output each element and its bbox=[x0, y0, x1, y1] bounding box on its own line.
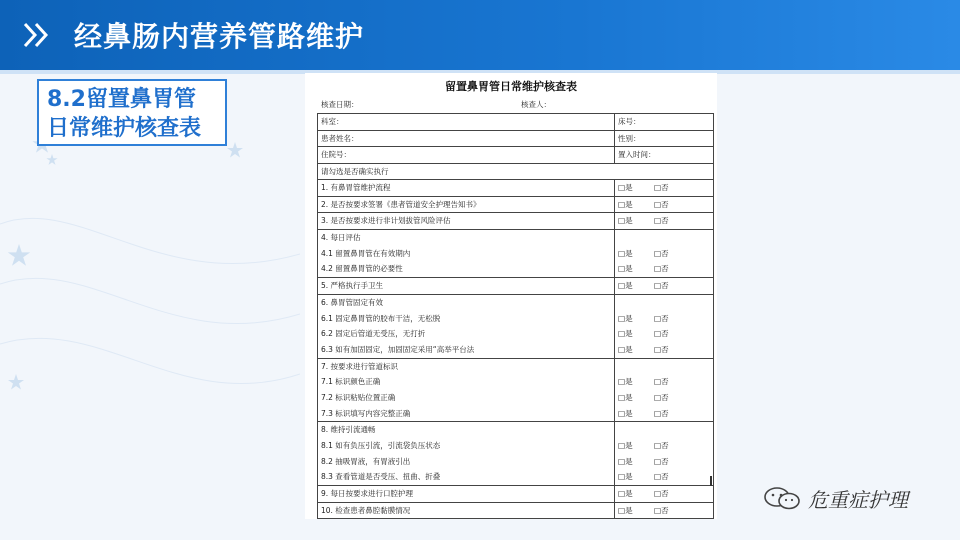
section-heading-box bbox=[37, 79, 227, 146]
no-checkbox[interactable]: □否 bbox=[654, 264, 669, 274]
item-text: 7.3 标识填写内容完整正确 bbox=[321, 408, 411, 418]
option-cell bbox=[615, 196, 714, 213]
item-cell bbox=[318, 180, 615, 197]
option-line bbox=[618, 278, 710, 294]
checklist-row bbox=[318, 180, 714, 197]
item-cell bbox=[318, 196, 615, 213]
no-checkbox[interactable]: □否 bbox=[654, 489, 669, 499]
item-text: 3. 是否按要求进行非计划拔管风险评估 bbox=[321, 216, 451, 226]
no-checkbox[interactable]: □否 bbox=[654, 313, 669, 323]
instruction-cell: 请勾选是否确实执行 bbox=[318, 163, 714, 180]
info-left-cell: 患者姓名： bbox=[318, 130, 615, 147]
item-text: 6.1 固定鼻胃管的胶布干洁，无松脱 bbox=[321, 313, 441, 323]
no-checkbox[interactable]: □否 bbox=[654, 248, 669, 258]
option-cell bbox=[615, 358, 714, 422]
item-text: 8.2 抽吸胃液，有胃液引出 bbox=[321, 456, 411, 466]
option-line bbox=[618, 246, 710, 262]
option-line bbox=[618, 230, 710, 246]
item-cell bbox=[318, 502, 615, 519]
section-heading-line1: 8.2留置鼻胃管 bbox=[47, 87, 196, 112]
item-text: 4.2 留置鼻胃管的必要性 bbox=[321, 264, 403, 274]
info-row bbox=[318, 114, 714, 131]
option-cell bbox=[615, 230, 714, 278]
divider-mark bbox=[710, 476, 712, 486]
option-line bbox=[618, 390, 710, 406]
option-cell bbox=[615, 422, 714, 486]
info-row bbox=[318, 147, 714, 164]
info-right-cell: 置入时间： bbox=[615, 147, 714, 164]
option-line bbox=[618, 469, 710, 485]
option-line bbox=[618, 261, 710, 277]
title-bar bbox=[0, 0, 960, 74]
option-line bbox=[618, 311, 710, 327]
item-text: 5. 严格执行手卫生 bbox=[321, 281, 384, 291]
yes-checkbox[interactable]: □是 bbox=[618, 472, 633, 482]
yes-checkbox[interactable]: □是 bbox=[618, 408, 633, 418]
checklist-row bbox=[318, 294, 714, 358]
item-cell bbox=[318, 486, 615, 503]
item-text: 1. 有鼻胃管维护流程 bbox=[321, 183, 391, 192]
item-text: 4.1 留置鼻胃管在有效期内 bbox=[321, 248, 411, 258]
item-text: 6. 鼻胃管固定有效 bbox=[321, 297, 384, 307]
yes-checkbox[interactable]: □是 bbox=[618, 377, 633, 387]
option-line bbox=[618, 422, 710, 438]
option-line bbox=[618, 374, 710, 390]
option-line bbox=[618, 180, 710, 196]
item-cell bbox=[318, 422, 615, 486]
double-chevron-icon bbox=[22, 21, 52, 49]
checklist-document bbox=[305, 73, 717, 519]
option-line bbox=[618, 486, 710, 502]
yes-checkbox[interactable]: □是 bbox=[618, 489, 633, 499]
item-text: 8.3 查看管道是否受压、扭曲、折叠 bbox=[321, 472, 441, 482]
document-title: 留置鼻胃管日常维护核查表 bbox=[445, 80, 577, 93]
item-text: 6.2 固定后管道无受压，无打折 bbox=[321, 329, 426, 339]
no-checkbox[interactable]: □否 bbox=[654, 281, 669, 291]
checklist-row bbox=[318, 213, 714, 230]
item-text: 7.1 标识颜色正确 bbox=[321, 377, 381, 387]
item-cell bbox=[318, 278, 615, 295]
no-checkbox[interactable]: □否 bbox=[654, 183, 669, 192]
item-text: 7. 按要求进行管道标识 bbox=[321, 361, 399, 371]
option-cell bbox=[615, 502, 714, 519]
no-checkbox[interactable]: □否 bbox=[654, 441, 669, 450]
yes-checkbox[interactable]: □是 bbox=[618, 199, 633, 209]
option-line bbox=[618, 438, 710, 454]
item-text: 8. 维持引流通畅 bbox=[321, 425, 376, 435]
option-line bbox=[618, 326, 710, 342]
checker-label: 核查人： bbox=[521, 100, 551, 109]
checklist-row bbox=[318, 278, 714, 295]
item-text: 9. 每日按要求进行口腔护理 bbox=[321, 489, 414, 499]
yes-checkbox[interactable]: □是 bbox=[618, 344, 633, 354]
checklist-row bbox=[318, 422, 714, 486]
instruction-row bbox=[318, 163, 714, 180]
yes-checkbox[interactable]: □是 bbox=[618, 329, 633, 339]
no-checkbox[interactable]: □否 bbox=[654, 344, 669, 354]
no-checkbox[interactable]: □否 bbox=[654, 472, 669, 482]
option-cell bbox=[615, 486, 714, 503]
item-text: 6.3 如有加固固定，加固固定采用“高举平台法 bbox=[321, 344, 475, 354]
yes-checkbox[interactable]: □是 bbox=[618, 264, 633, 274]
option-line bbox=[618, 406, 710, 422]
no-checkbox[interactable]: □否 bbox=[654, 329, 669, 339]
watermark-text: 危重症护理 bbox=[808, 488, 908, 512]
info-row bbox=[318, 130, 714, 147]
item-text: 2. 是否按要求签署《患者管道安全护理告知书》 bbox=[321, 199, 481, 209]
option-line bbox=[618, 503, 710, 519]
no-checkbox[interactable]: □否 bbox=[654, 216, 669, 226]
option-line bbox=[618, 454, 710, 470]
item-text: 10. 检查患者鼻腔黏膜情况 bbox=[321, 505, 411, 515]
no-checkbox[interactable]: □否 bbox=[654, 199, 669, 209]
yes-checkbox[interactable]: □是 bbox=[618, 248, 633, 258]
checklist-row bbox=[318, 196, 714, 213]
item-text: 8.1 如有负压引流，引流袋负压状态 bbox=[321, 441, 441, 450]
no-checkbox[interactable]: □否 bbox=[654, 377, 669, 387]
no-checkbox[interactable]: □否 bbox=[654, 505, 669, 515]
yes-checkbox[interactable]: □是 bbox=[618, 456, 633, 466]
option-line bbox=[618, 197, 710, 213]
no-checkbox[interactable]: □否 bbox=[654, 456, 669, 466]
checklist-row bbox=[318, 502, 714, 519]
no-checkbox[interactable]: □否 bbox=[654, 408, 669, 418]
option-cell bbox=[615, 180, 714, 197]
info-right-cell: 床号： bbox=[615, 114, 714, 131]
item-cell bbox=[318, 230, 615, 278]
yes-checkbox[interactable]: □是 bbox=[618, 281, 633, 291]
page-title: 经鼻肠内营养管路维护 bbox=[74, 20, 365, 53]
yes-checkbox[interactable]: □是 bbox=[618, 216, 633, 226]
option-cell bbox=[615, 294, 714, 358]
option-cell bbox=[615, 278, 714, 295]
option-cell bbox=[615, 213, 714, 230]
info-right-cell: 性别： bbox=[615, 130, 714, 147]
yes-checkbox[interactable]: □是 bbox=[618, 183, 633, 192]
item-text: 7.2 标识粘贴位置正确 bbox=[321, 392, 396, 402]
item-cell bbox=[318, 358, 615, 422]
option-line bbox=[618, 213, 710, 229]
option-line bbox=[618, 295, 710, 311]
info-left-cell: 科室： bbox=[318, 114, 615, 131]
yes-checkbox[interactable]: □是 bbox=[618, 505, 633, 515]
section-heading-line2: 日常维护核查表 bbox=[47, 116, 202, 141]
wechat-icon bbox=[762, 486, 802, 510]
info-left-cell: 住院号： bbox=[318, 147, 615, 164]
checklist-row bbox=[318, 486, 714, 503]
checklist-table bbox=[317, 113, 714, 519]
yes-checkbox[interactable]: □是 bbox=[618, 313, 633, 323]
no-checkbox[interactable]: □否 bbox=[654, 392, 669, 402]
item-cell bbox=[318, 294, 615, 358]
option-line bbox=[618, 342, 710, 358]
item-text: 4. 每日评估 bbox=[321, 233, 361, 243]
checklist-row bbox=[318, 358, 714, 422]
yes-checkbox[interactable]: □是 bbox=[618, 392, 633, 402]
checklist-row bbox=[318, 230, 714, 278]
item-cell bbox=[318, 213, 615, 230]
yes-checkbox[interactable]: □是 bbox=[618, 441, 633, 450]
option-line bbox=[618, 359, 710, 375]
check-date-label: 核查日期： bbox=[321, 100, 359, 109]
